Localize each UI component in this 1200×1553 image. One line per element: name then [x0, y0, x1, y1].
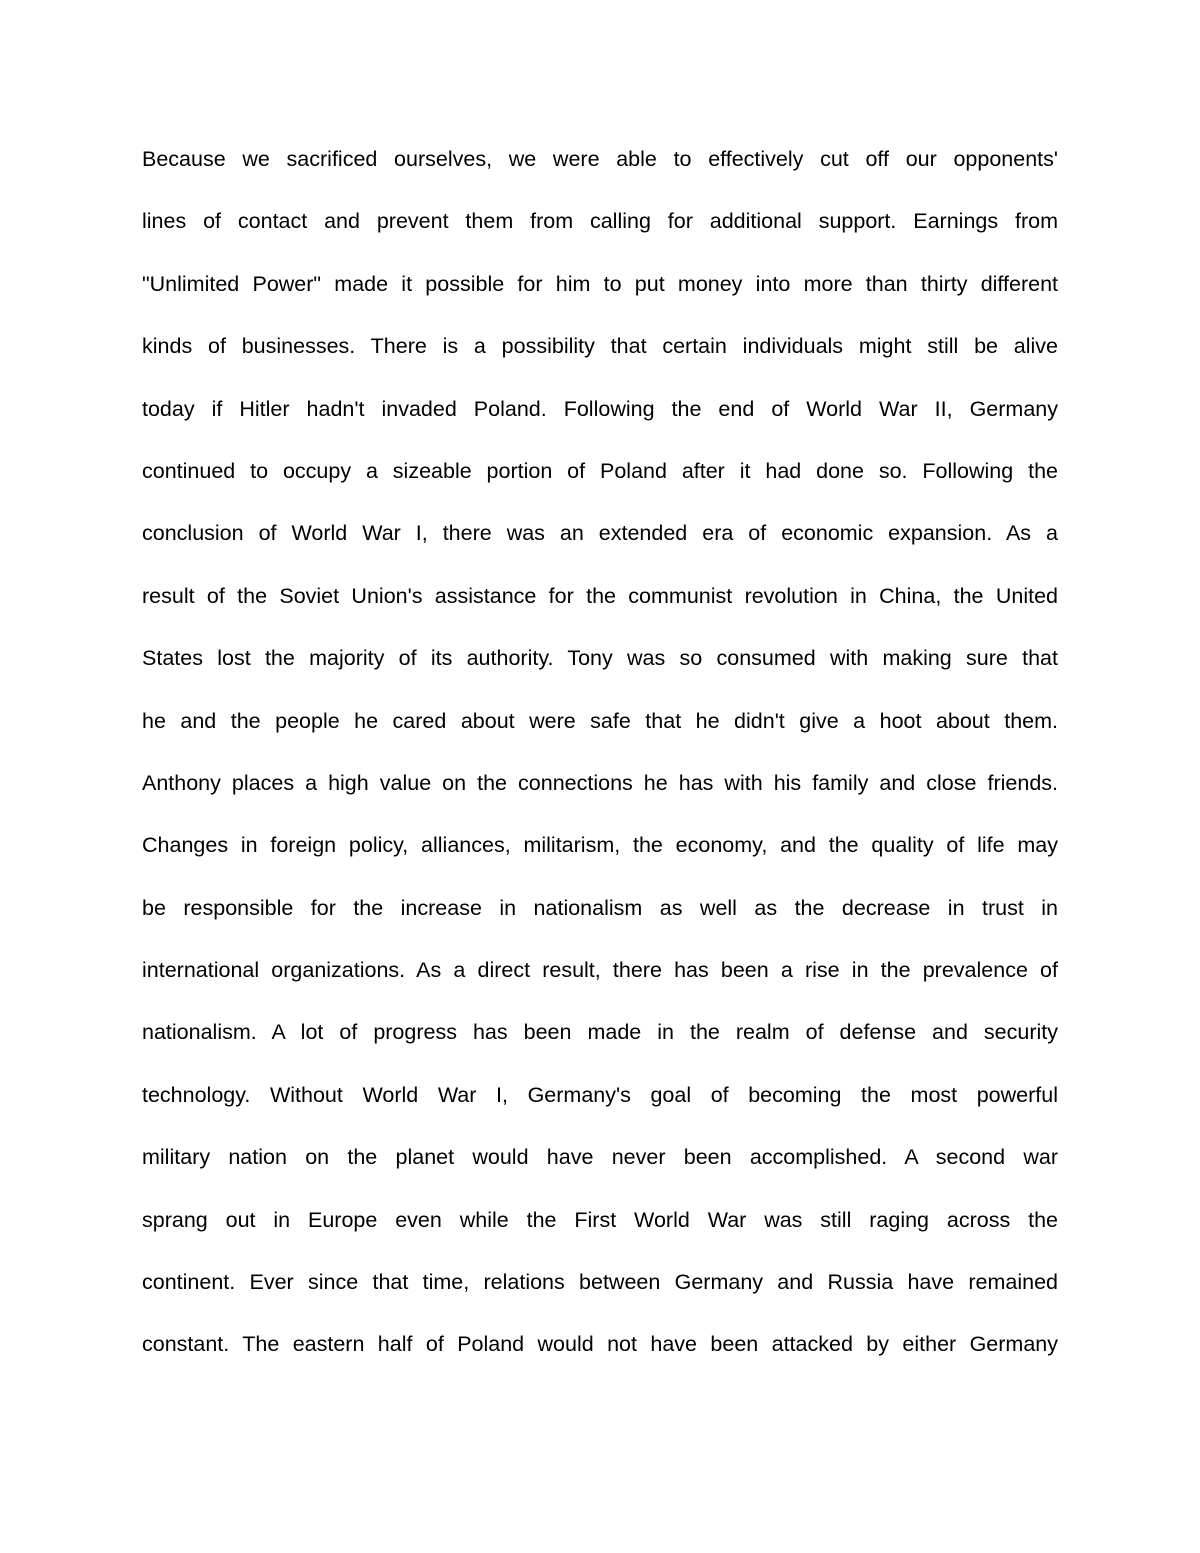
text-line: nationalism. A lot of progress has been made in the realm of defense and security: [142, 1020, 1058, 1045]
text-line: Anthony places a high value on the connections he has with his family and close friends.: [142, 770, 1058, 795]
text-line: conclusion of World War I, there was an extended era of economic expansion. As a: [142, 521, 1058, 546]
text-line: continent. Ever since that time, relations between Germany and Russia have remained: [142, 1270, 1058, 1295]
text-line: kinds of businesses. There is a possibility that certain individuals might still be alive: [142, 334, 1058, 359]
text-line: continued to occupy a sizeable portion of Poland after it had done so. Following the: [142, 458, 1058, 483]
body-paragraph: [142, 139, 1058, 1387]
text-line: lines of contact and prevent them from calling for additional support. Earnings from: [142, 209, 1058, 234]
text-line: Changes in foreign policy, alliances, militarism, the economy, and the quality of life may: [142, 833, 1058, 858]
text-line: today if Hitler hadn't invaded Poland. Following the end of World War II, Germany: [142, 396, 1058, 421]
text-line: States lost the majority of its authority. Tony was so consumed with making sure that: [142, 646, 1058, 671]
text-line: technology. Without World War I, Germany's goal of becoming the most powerful: [142, 1082, 1058, 1107]
text-line: Because we sacrificed ourselves, we were able to effectively cut off our opponents': [142, 147, 1058, 171]
text-line: sprang out in Europe even while the First World War was still raging across the: [142, 1207, 1058, 1232]
text-line: military nation on the planet would have never been accomplished. A second war: [142, 1145, 1058, 1170]
text-line: he and the people he cared about were safe that he didn't give a hoot about them.: [142, 708, 1058, 733]
text-line: result of the Soviet Union's assistance for the communist revolution in China, the United: [142, 583, 1058, 608]
text-line: "Unlimited Power" made it possible for him to put money into more than thirty different: [142, 271, 1058, 296]
text-line: be responsible for the increase in nationalism as well as the decrease in trust in: [142, 895, 1058, 920]
text-line: international organizations. As a direct result, there has been a rise in the prevalence of: [142, 958, 1058, 983]
text-line: constant. The eastern half of Poland would not have been attacked by either Germany: [142, 1332, 1058, 1357]
